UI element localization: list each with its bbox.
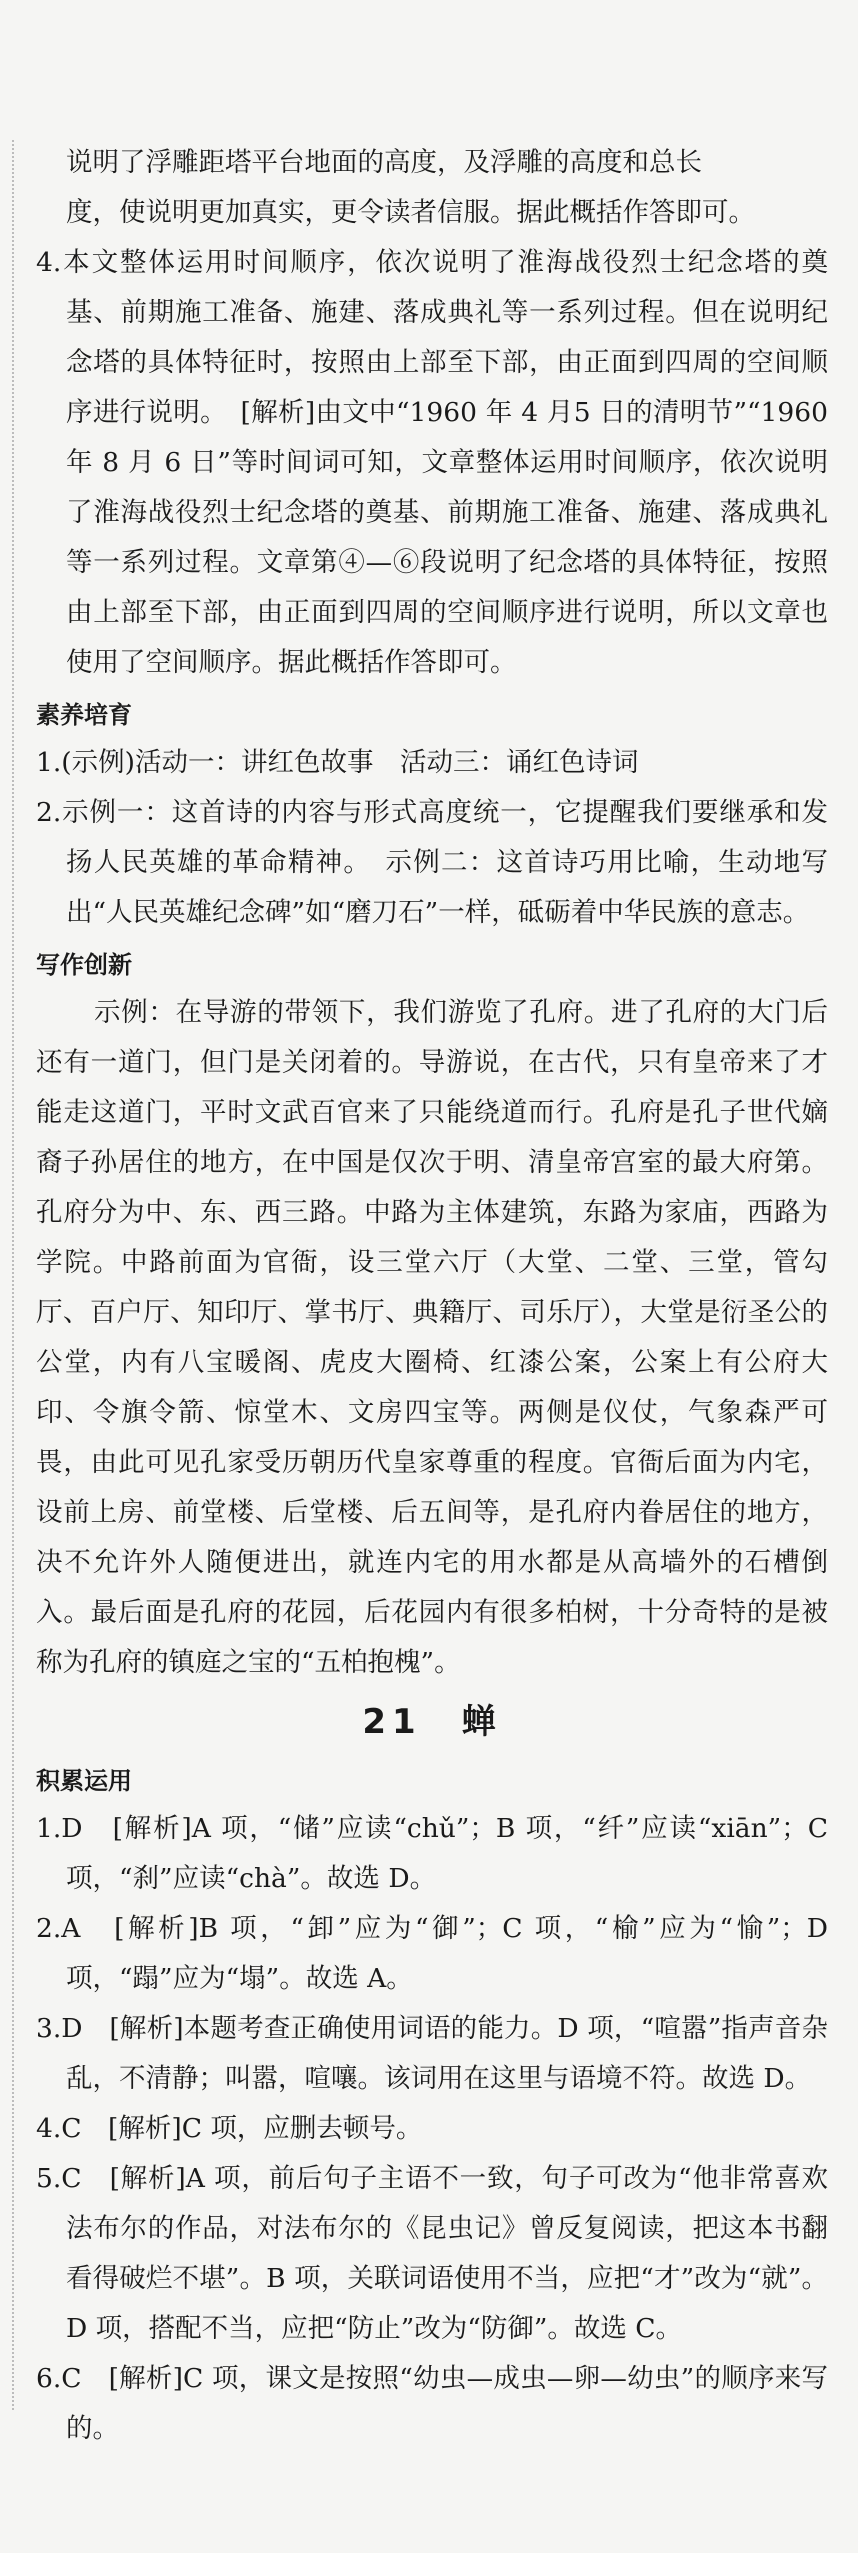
jilei-item-1: 1.D [解析]A 项，“储”应读“chǔ”；B 项，“纤”应读“xiān”；C 项，“刹”应读“chà”。故选 D。 — [36, 1813, 828, 1894]
prev-answer-line-1: 说明了浮雕距塔平台地面的高度，及浮雕的高度和总长 — [66, 147, 702, 178]
jilei-item-3: 3.D [解析]本题考查正确使用词语的能力。D 项，“喧嚣”指声音杂乱，不清静；叫嚣，喧嚷。该词用在这里与语境不符。故选 D。 — [36, 2013, 828, 2094]
answer-content — [36, 138, 828, 2454]
margin-dotted-rule — [12, 140, 14, 2410]
section-heading-jilei: 积累运用 — [36, 1767, 132, 1795]
suyang-item-2: 2.示例一：这首诗的内容与形式高度统一，它提醒我们要继承和发扬人民英雄的革命精神。 示例二：这首诗巧用比喻，生动地写出“人民英雄纪念碑”如“磨刀石”一样，砥砺着中华民族的意志。 — [36, 797, 828, 928]
suyang-item-1: 1.(示例)活动一：讲红色故事 活动三：诵红色诗词 — [36, 747, 639, 778]
section-heading-suyang: 素养培育 — [36, 701, 132, 729]
jilei-item-2: 2.A [解析]B 项，“卸”应为“御”；C 项，“榆”应为“愉”；D 项，“蹋”应为“塌”。故选 A。 — [36, 1913, 828, 1994]
prev-answer-line-2: 度，使说明更加真实，更令读者信服。据此概括作答即可。 — [66, 197, 755, 228]
jilei-item-5: 5.C [解析]A 项，前后句子主语不一致，句子可改为“他非常喜欢法布尔的作品，对法布尔的《昆虫记》曾反复阅读，把这本书翻看得破烂不堪”。B 项，关联词语使用不当，应把“才”改为“就”。D 项，搭配不当，应把“防止”改为“防御”。故选 C。 — [36, 2163, 828, 2344]
xiezuo-sample-text: 示例：在导游的带领下，我们游览了孔府。进了孔府的大门后还有一道门，但门是关闭着的。导游说，在古代，只有皇帝来了才能走这道门，平时文武百官来了只能绕道而行。孔府是孔子世代嫡裔子孙居住的地方，在中国是仅次于明、清皇帝宫室的最大府第。孔府分为中、东、西三路。中路为主体建筑，东路为家庙，西路为学院。中路前面为官衙，设三堂六厅（大堂、二堂、三堂，管勾厅、百户厅、知印厅、掌书厅、典籍厅、司乐厅），大堂是衍圣公的公堂，内有八宝暖阁、虎皮大圈椅、红漆公案，公案上有公府大印、令旗令箭、惊堂木、文房四宝等。两侧是仪仗，气象森严可畏，由此可见孔家受历朝历代皇家尊重的程度。官衙后面为内宅，设前上房、前堂楼、后堂楼、后五间等，是孔府内眷居住的地方，决不允许外人随便进出，就连内宅的用水都是从高墙外的石槽倒入。最后面是孔府的花园，后花园内有很多柏树，十分奇特的是被称为孔府的镇庭之宝的“五柏抱槐”。 — [36, 997, 828, 1678]
jilei-item-4: 4.C [解析]C 项，应删去顿号。 — [36, 2113, 423, 2144]
section-heading-xiezuo: 写作创新 — [36, 951, 132, 979]
lesson-title: 21 蝉 — [362, 1702, 502, 1742]
answer-item-4: 4.本文整体运用时间顺序，依次说明了淮海战役烈士纪念塔的奠基、前期施工准备、施建、落成典礼等一系列过程。但在说明纪念塔的具体特征时，按照由上部至下部，由正面到四周的空间顺序进行说明。 [解析]由文中“1960 年 4 月5 日的清明节”“1960 年 8 月 6 日”等时间词可知，文章整体运用时间顺序，依次说明了淮海战役烈士纪念塔的奠基、前期施工准备、施建、落成典礼等一系列过程。文章第④—⑥段说明了纪念塔的具体特征，按照由上部至下部，由正面到四周的空间顺序进行说明，所以文章也使用了空间顺序。据此概括作答即可。 — [36, 247, 828, 678]
jilei-item-6: 6.C [解析]C 项，课文是按照“幼虫—成虫—卵—幼虫”的顺序来写的。 — [36, 2363, 828, 2444]
